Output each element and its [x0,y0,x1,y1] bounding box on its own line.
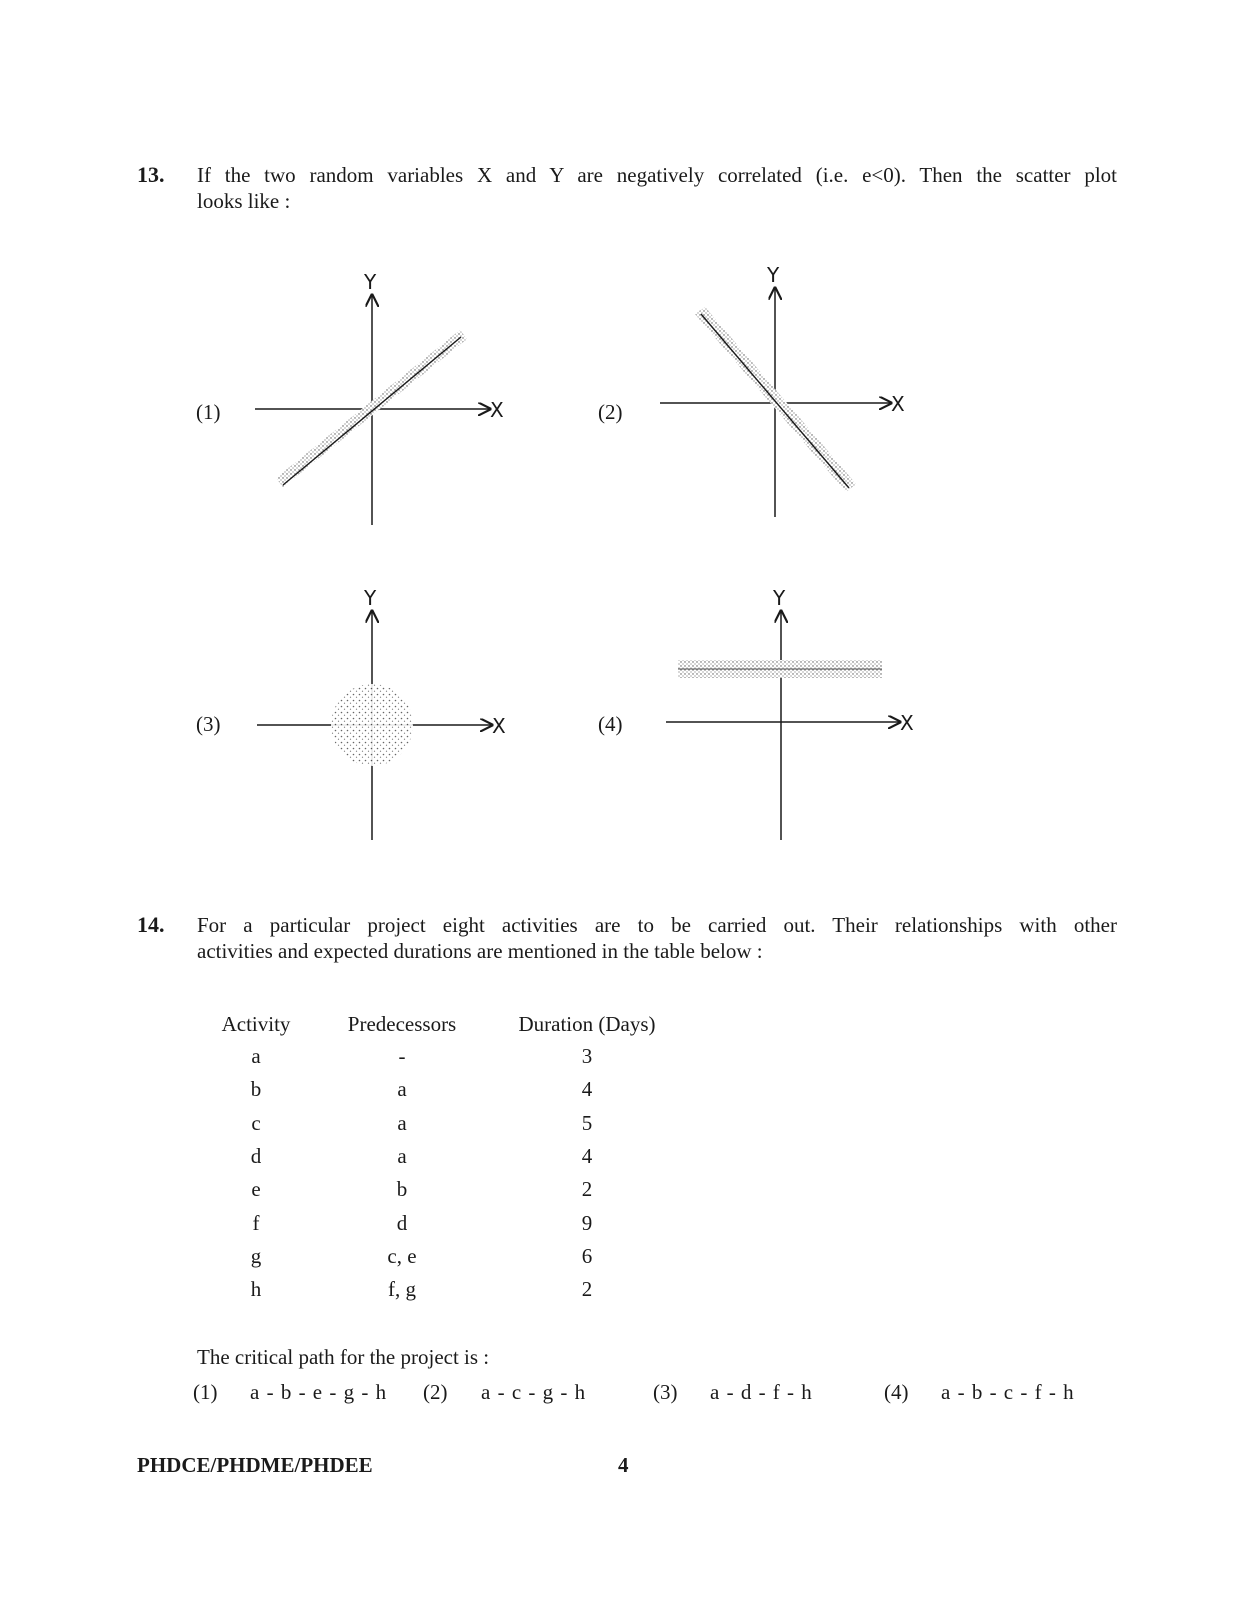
scatter-plot-option-3 [250,585,520,845]
predecessor-cell: b [396,1177,408,1202]
activity-cell: b [250,1077,262,1102]
header-activity: Activity [221,1011,291,1036]
x-axis-label: X [492,714,506,738]
activity-cell: c [251,1110,261,1135]
answer-2-label: (2) [423,1380,448,1404]
activity-cell: a [251,1044,261,1069]
activity-cell: e [251,1177,261,1202]
table-row [200,1140,682,1173]
scatter-plot-option-4 [660,585,930,845]
table-row [200,1273,682,1306]
question-14-line-2: activities and expected durations are mentioned in the table below : [197,939,763,963]
table-row [200,1240,682,1273]
question-13-number: 13. [137,162,165,187]
predecessor-cell: c, e [387,1243,417,1268]
option-4-label: (4) [598,712,623,736]
duration-cell: 3 [581,1044,593,1069]
table-row [200,1107,682,1140]
x-axis-label: X [900,711,914,735]
predecessor-cell: - [398,1044,406,1069]
duration-cell: 4 [581,1144,593,1169]
header-predecessors: Predecessors [347,1011,457,1036]
y-axis-label: Y [773,586,786,610]
predecessor-cell: a [397,1144,407,1169]
predecessor-cell: d [396,1210,408,1235]
duration-cell: 6 [581,1243,593,1268]
scatter-plot-option-2 [655,262,925,532]
question-14-number: 14. [137,912,165,937]
activity-table [200,1008,682,1306]
scatter-plot-option-1 [250,265,520,535]
table-row [200,1206,682,1239]
answer-2-text: a - c - g - h [481,1380,587,1404]
y-axis-label: Y [364,270,377,294]
activity-cell: g [250,1243,262,1268]
question-14-line-1: For a particular project eight activities are to be carried out. Their relationships with other [197,913,1117,937]
activity-cell: d [250,1144,262,1169]
table-row [200,1040,682,1073]
duration-cell: 2 [581,1277,593,1302]
critical-path-prompt: The critical path for the project is : [197,1345,490,1369]
table-row [200,1173,682,1206]
predecessor-cell: f, g [388,1277,416,1302]
activity-cell: h [250,1277,262,1302]
question-13-line-1: If the two random variables X and Y are negatively correlated (i.e. e<0). Then the scatter plot [197,163,1117,187]
duration-cell: 2 [581,1177,593,1202]
activity-cell: f [252,1210,260,1235]
answer-1-label: (1) [193,1380,218,1404]
table-header-row [200,1008,682,1040]
x-axis-label: X [891,392,905,416]
answer-3-label: (3) [653,1380,678,1404]
option-1-label: (1) [196,400,221,424]
duration-cell: 9 [581,1210,593,1235]
option-2-label: (2) [598,400,623,424]
scatter-cloud [331,684,413,766]
duration-cell: 5 [581,1110,593,1135]
exam-code: PHDCE/PHDME/PHDEE [137,1453,373,1477]
duration-cell: 4 [581,1077,593,1102]
answer-3-text: a - d - f - h [710,1380,813,1404]
table-row [200,1073,682,1106]
answer-4-label: (4) [884,1380,909,1404]
y-axis-label: Y [364,586,377,610]
x-axis-label: X [490,398,504,422]
option-3-label: (3) [196,712,221,736]
page-number: 4 [618,1453,629,1477]
y-axis-label: Y [767,263,780,287]
predecessor-cell: a [397,1110,407,1135]
answer-4-text: a - b - c - f - h [941,1380,1075,1404]
answer-1-text: a - b - e - g - h [250,1380,388,1404]
question-14-text [197,912,1117,964]
question-13-text [197,162,1117,214]
header-duration: Duration (Days) [518,1011,656,1036]
predecessor-cell: a [397,1077,407,1102]
question-13-line-2: looks like : [197,189,291,213]
